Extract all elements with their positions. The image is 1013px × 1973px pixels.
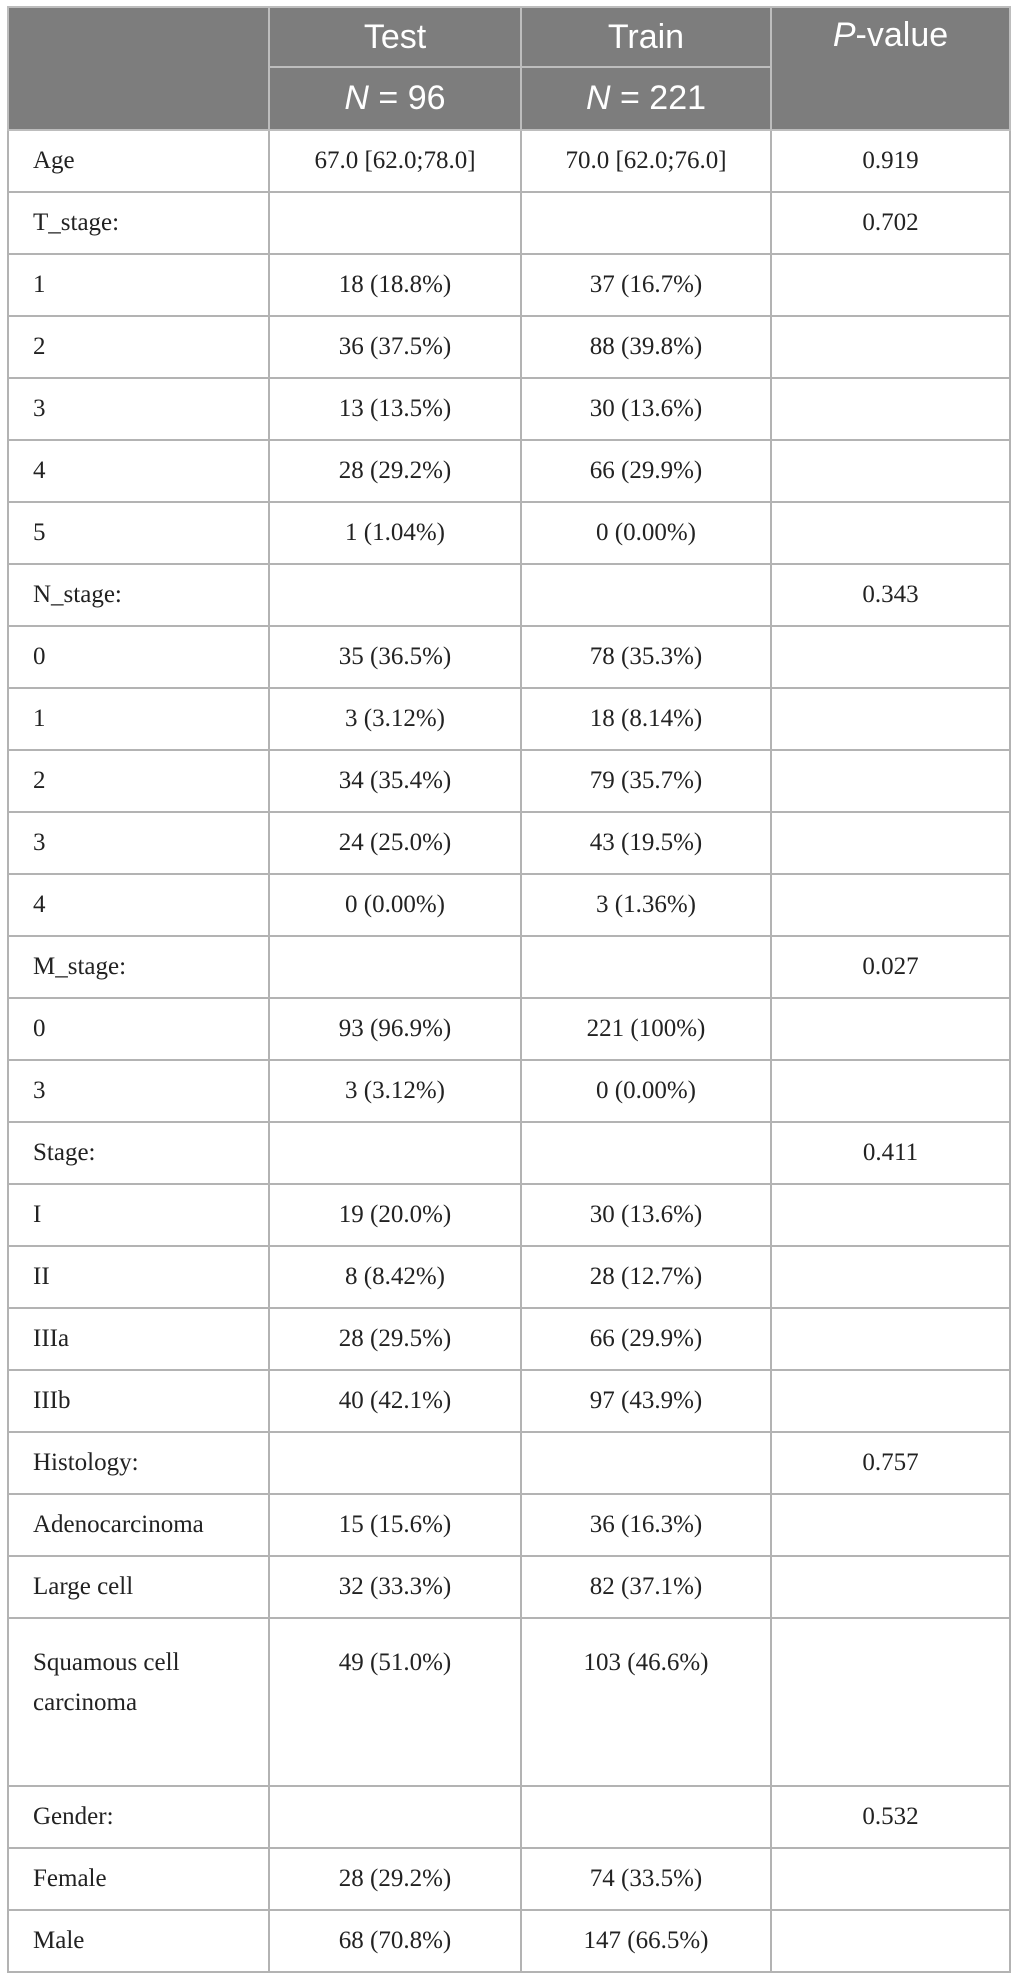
test-value-cell: 28 (29.5%)	[269, 1308, 521, 1370]
p-value-cell	[771, 812, 1010, 874]
p-value-cell	[771, 626, 1010, 688]
row-label-cell: Gender:	[8, 1786, 269, 1848]
row-label-wrap	[33, 1619, 268, 1723]
p-value-cell	[771, 316, 1010, 378]
train-value-cell: 97 (43.9%)	[521, 1370, 771, 1432]
train-value-cell: 36 (16.3%)	[521, 1494, 771, 1556]
p-value-cell	[771, 1184, 1010, 1246]
table-row	[8, 440, 1010, 502]
test-value-cell: 40 (42.1%)	[269, 1370, 521, 1432]
p-value-cell: 0.532	[771, 1786, 1010, 1848]
table-row	[8, 1184, 1010, 1246]
table-row	[8, 1122, 1010, 1184]
table-row	[8, 1494, 1010, 1556]
test-value-cell: 0 (0.00%)	[269, 874, 521, 936]
header-n-test-value: = 96	[368, 79, 446, 117]
row-label-cell: 2	[8, 316, 269, 378]
data-table-container	[7, 6, 1009, 1973]
test-value-cell: 28 (29.2%)	[269, 1848, 521, 1910]
header-empty-cell	[8, 7, 269, 130]
row-label-cell: Adenocarcinoma	[8, 1494, 269, 1556]
header-n-test-n: N	[344, 79, 369, 117]
p-value-cell	[771, 1370, 1010, 1432]
table-row	[8, 130, 1010, 192]
row-label-cell: IIIb	[8, 1370, 269, 1432]
header-pvalue-p: P	[832, 16, 856, 54]
test-value-cell	[269, 1786, 521, 1848]
test-value-cell: 32 (33.3%)	[269, 1556, 521, 1618]
train-value-cell: 221 (100%)	[521, 998, 771, 1060]
row-label-cell: 1	[8, 254, 269, 316]
p-value-cell	[771, 1060, 1010, 1122]
p-value-cell	[771, 688, 1010, 750]
test-value-cell: 3 (3.12%)	[269, 1060, 521, 1122]
table-row	[8, 564, 1010, 626]
test-value-cell	[269, 1618, 521, 1786]
table-row	[8, 378, 1010, 440]
row-label-cell: Stage:	[8, 1122, 269, 1184]
train-value-cell	[521, 936, 771, 998]
train-value-cell: 30 (13.6%)	[521, 1184, 771, 1246]
row-label-cell: Large cell	[8, 1556, 269, 1618]
train-value-cell: 74 (33.5%)	[521, 1848, 771, 1910]
row-label-cell: Age	[8, 130, 269, 192]
row-label-cell: 3	[8, 378, 269, 440]
train-value-cell-text: 103 (46.6%)	[583, 1649, 709, 1676]
p-value-cell: 0.757	[771, 1432, 1010, 1494]
test-value-cell: 1 (1.04%)	[269, 502, 521, 564]
p-value-cell	[771, 378, 1010, 440]
p-value-cell: 0.343	[771, 564, 1010, 626]
train-value-cell	[521, 1122, 771, 1184]
train-value-cell: 28 (12.7%)	[521, 1246, 771, 1308]
p-value-cell: 0.411	[771, 1122, 1010, 1184]
row-label-cell: I	[8, 1184, 269, 1246]
table-row	[8, 874, 1010, 936]
p-value-cell	[771, 1308, 1010, 1370]
row-label-cell: 0	[8, 626, 269, 688]
table-row	[8, 1246, 1010, 1308]
p-value-cell: 0.702	[771, 192, 1010, 254]
row-label-cell: II	[8, 1246, 269, 1308]
table-row	[8, 1308, 1010, 1370]
table-row	[8, 936, 1010, 998]
test-value-cell	[269, 192, 521, 254]
train-value-cell	[521, 564, 771, 626]
table-row	[8, 812, 1010, 874]
row-label-cell: T_stage:	[8, 192, 269, 254]
test-value-cell	[269, 936, 521, 998]
train-value-cell: 79 (35.7%)	[521, 750, 771, 812]
train-value-cell: 43 (19.5%)	[521, 812, 771, 874]
p-value-cell	[771, 440, 1010, 502]
test-value-cell: 18 (18.8%)	[269, 254, 521, 316]
table-row	[8, 1060, 1010, 1122]
table-row	[8, 502, 1010, 564]
train-value-cell: 66 (29.9%)	[521, 1308, 771, 1370]
p-value-cell	[771, 874, 1010, 936]
table-body	[8, 130, 1010, 1972]
table-row	[8, 192, 1010, 254]
row-label-cell: 3	[8, 812, 269, 874]
test-value-cell: 34 (35.4%)	[269, 750, 521, 812]
row-label-cell: Female	[8, 1848, 269, 1910]
row-label-cell: 0	[8, 998, 269, 1060]
train-value-cell: 78 (35.3%)	[521, 626, 771, 688]
p-value-cell	[771, 1910, 1010, 1972]
row-label-cell: IIIa	[8, 1308, 269, 1370]
test-value-cell	[269, 1122, 521, 1184]
table-header	[8, 7, 1010, 130]
p-value-cell: 0.027	[771, 936, 1010, 998]
row-label-cell: Histology:	[8, 1432, 269, 1494]
table-row	[8, 1786, 1010, 1848]
train-value-cell	[521, 1786, 771, 1848]
header-n-train	[521, 67, 771, 130]
p-value-cell	[771, 502, 1010, 564]
test-value-cell	[269, 1432, 521, 1494]
test-value-cell: 67.0 [62.0;78.0]	[269, 130, 521, 192]
p-value-cell-text	[772, 1619, 1009, 1643]
test-value-cell: 3 (3.12%)	[269, 688, 521, 750]
test-value-cell: 8 (8.42%)	[269, 1246, 521, 1308]
p-value-cell	[771, 1494, 1010, 1556]
train-value-cell: 88 (39.8%)	[521, 316, 771, 378]
table-row	[8, 316, 1010, 378]
table-row	[8, 626, 1010, 688]
table-row	[8, 1848, 1010, 1910]
header-row-1	[8, 7, 1010, 67]
p-value-cell	[771, 1848, 1010, 1910]
p-value-cell	[771, 1246, 1010, 1308]
train-value-cell: 18 (8.14%)	[521, 688, 771, 750]
header-n-train-n: N	[585, 79, 611, 117]
row-label-line: Squamous cell	[33, 1649, 180, 1676]
train-value-cell: 0 (0.00%)	[521, 1060, 771, 1122]
test-value-cell: 36 (37.5%)	[269, 316, 521, 378]
test-value-cell-text: 49 (51.0%)	[338, 1649, 452, 1676]
train-value-cell: 147 (66.5%)	[521, 1910, 771, 1972]
row-label-cell: 2	[8, 750, 269, 812]
table-row	[8, 254, 1010, 316]
p-value-cell	[771, 254, 1010, 316]
row-label-cell: 5	[8, 502, 269, 564]
row-label-cell	[8, 1618, 269, 1786]
row-label-cell: Male	[8, 1910, 269, 1972]
test-value-cell: 15 (15.6%)	[269, 1494, 521, 1556]
row-label-cell: M_stage:	[8, 936, 269, 998]
table-row	[8, 1432, 1010, 1494]
p-value-cell: 0.919	[771, 130, 1010, 192]
row-label-cell: 3	[8, 1060, 269, 1122]
p-value-cell	[771, 1618, 1010, 1786]
data-table	[7, 6, 1011, 1973]
table-row	[8, 1618, 1010, 1786]
row-label-cell: 4	[8, 440, 269, 502]
table-row	[8, 688, 1010, 750]
table-row	[8, 750, 1010, 812]
test-value-cell: 24 (25.0%)	[269, 812, 521, 874]
header-pvalue-rest: -value	[855, 16, 949, 54]
header-train: Train	[521, 7, 771, 67]
p-value-cell	[771, 1556, 1010, 1618]
row-label-line: carcinoma	[33, 1689, 138, 1716]
train-value-cell: 3 (1.36%)	[521, 874, 771, 936]
p-value-cell	[771, 750, 1010, 812]
train-value-cell	[521, 192, 771, 254]
train-value-cell: 66 (29.9%)	[521, 440, 771, 502]
test-value-cell: 19 (20.0%)	[269, 1184, 521, 1246]
test-value-cell: 68 (70.8%)	[269, 1910, 521, 1972]
train-value-cell: 0 (0.00%)	[521, 502, 771, 564]
row-label-cell: N_stage:	[8, 564, 269, 626]
train-value-cell	[521, 1432, 771, 1494]
train-value-cell: 30 (13.6%)	[521, 378, 771, 440]
p-value-cell	[771, 998, 1010, 1060]
table-row	[8, 998, 1010, 1060]
row-label-cell: 4	[8, 874, 269, 936]
header-test: Test	[269, 7, 521, 67]
test-value-cell	[269, 564, 521, 626]
table-row	[8, 1370, 1010, 1432]
test-value-cell: 28 (29.2%)	[269, 440, 521, 502]
train-value-cell: 70.0 [62.0;76.0]	[521, 130, 771, 192]
header-n-test	[269, 67, 521, 130]
row-label-cell: 1	[8, 688, 269, 750]
train-value-cell	[521, 1618, 771, 1786]
test-value-cell: 13 (13.5%)	[269, 378, 521, 440]
header-n-train-value: = 221	[610, 79, 707, 117]
header-pvalue	[771, 7, 1010, 130]
table-row	[8, 1910, 1010, 1972]
train-value-cell: 37 (16.7%)	[521, 254, 771, 316]
train-value-cell: 82 (37.1%)	[521, 1556, 771, 1618]
table-row	[8, 1556, 1010, 1618]
test-value-cell: 93 (96.9%)	[269, 998, 521, 1060]
test-value-cell: 35 (36.5%)	[269, 626, 521, 688]
